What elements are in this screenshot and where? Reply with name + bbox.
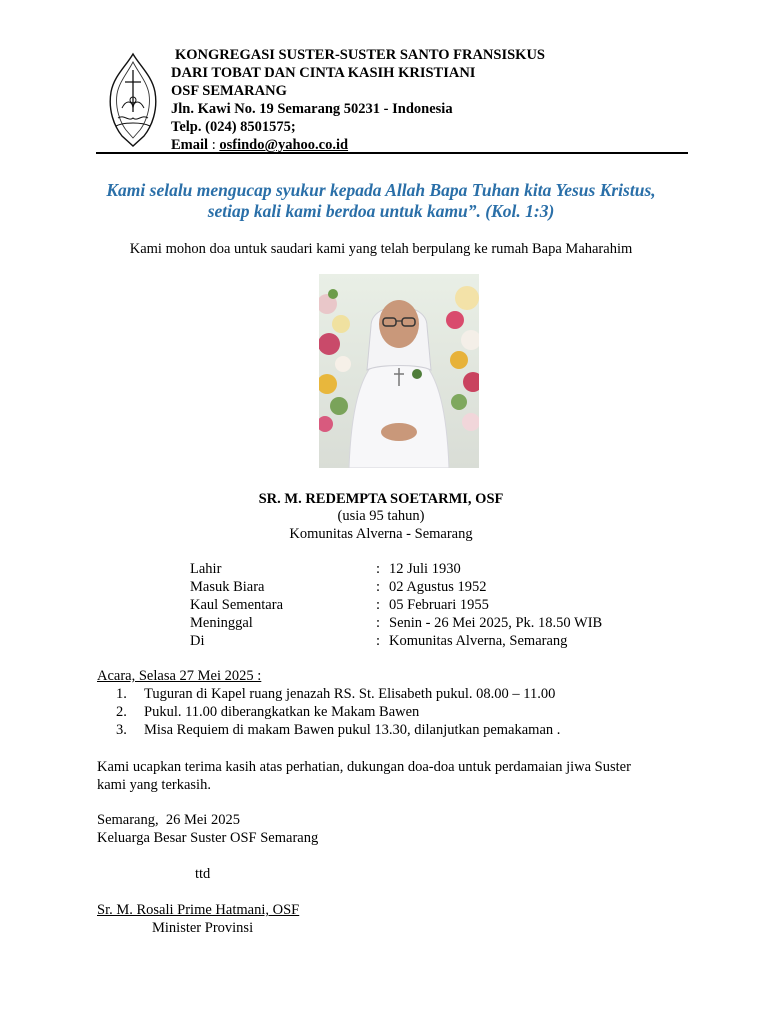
thanks-line1: Kami ucapkan terima kasih atas perhatian, dukungan doa-doa untuk perdamaian jiwa Suster — [97, 759, 631, 775]
detail-value: 05 Februari 1955 — [389, 597, 489, 613]
detail-label: Lahir — [190, 561, 222, 577]
detail-separator: : — [376, 579, 381, 595]
detail-label: Meninggal — [190, 615, 253, 631]
schedule-item-text: Tuguran di Kapel ruang jenazah RS. St. Elisabeth pukul. 08.00 – 11.00 — [144, 686, 556, 702]
signer-title: Minister Provinsi — [152, 920, 254, 936]
detail-row-death — [190, 614, 660, 632]
place-date: Semarang, 26 Mei 2025 — [97, 812, 240, 828]
header-congregation-line2: DARI TOBAT DAN CINTA KASIH KRISTIANI — [171, 65, 476, 81]
deceased-photo — [319, 274, 479, 468]
schedule-item-number: 2. — [116, 704, 127, 720]
header-address: Jln. Kawi No. 19 Semarang 50231 - Indonesia — [171, 101, 453, 117]
verse-line2: setiap kali kami berdoa untuk kamu”. (Kol. 1:3) — [207, 201, 555, 221]
detail-label: Kaul Sementara — [190, 597, 284, 613]
schedule-item — [116, 703, 676, 721]
header-phone: Telp. (024) 8501575; — [171, 119, 296, 135]
detail-label: Di — [190, 633, 205, 649]
detail-row-entry — [190, 578, 660, 596]
schedule-item-text: Pukul. 11.00 diberangkatkan ke Makam Bawen — [144, 704, 420, 720]
header-congregation-line1: KONGREGASI SUSTER-SUSTER SANTO FRANSISKUS — [175, 47, 545, 63]
family-signature: Keluarga Besar Suster OSF Semarang — [97, 830, 319, 846]
email-link[interactable]: osfindo@yahoo.co.id — [219, 137, 349, 153]
detail-separator: : — [376, 633, 381, 649]
schedule-item — [116, 721, 676, 739]
congregation-logo — [104, 52, 162, 148]
detail-row-place — [190, 632, 660, 650]
schedule-heading: Acara, Selasa 27 Mei 2025 : — [97, 668, 262, 684]
verse-line1: Kami selalu mengucap syukur kepada Allah Bapa Tuhan kita Yesus Kristus, — [106, 180, 656, 200]
detail-separator: : — [376, 615, 381, 631]
schedule-item-number: 1. — [116, 686, 127, 702]
intro-text: Kami mohon doa untuk saudari kami yang telah berpulang ke rumah Bapa Maharahim — [129, 241, 633, 257]
detail-separator: : — [376, 597, 381, 613]
deceased-age: (usia 95 tahun) — [337, 508, 425, 524]
deceased-community: Komunitas Alverna - Semarang — [289, 526, 473, 542]
email-label: Email — [171, 137, 209, 153]
header-congregation-line3: OSF SEMARANG — [171, 83, 287, 99]
ttd-mark: ttd — [195, 866, 211, 882]
schedule-item — [116, 685, 676, 703]
detail-value: Senin - 26 Mei 2025, Pk. 18.50 WIB — [389, 615, 603, 631]
detail-row-vows — [190, 596, 660, 614]
detail-separator: : — [376, 561, 381, 577]
deceased-name: SR. M. REDEMPTA SOETARMI, OSF — [258, 491, 504, 507]
header-divider — [96, 152, 688, 154]
detail-label: Masuk Biara — [190, 579, 265, 595]
thanks-line2: kami yang terkasih. — [97, 777, 211, 793]
signer-name: Sr. M. Rosali Prime Hatmani, OSF — [97, 902, 300, 918]
detail-value: 02 Agustus 1952 — [389, 579, 487, 595]
detail-value: Komunitas Alverna, Semarang — [389, 633, 568, 649]
schedule-item-number: 3. — [116, 722, 127, 738]
email-separator: : — [208, 137, 220, 153]
schedule-item-text: Misa Requiem di makam Bawen pukul 13.30, dilanjutkan pemakaman . — [144, 722, 561, 738]
detail-row-birth — [190, 560, 660, 578]
detail-value: 12 Juli 1930 — [389, 561, 461, 577]
